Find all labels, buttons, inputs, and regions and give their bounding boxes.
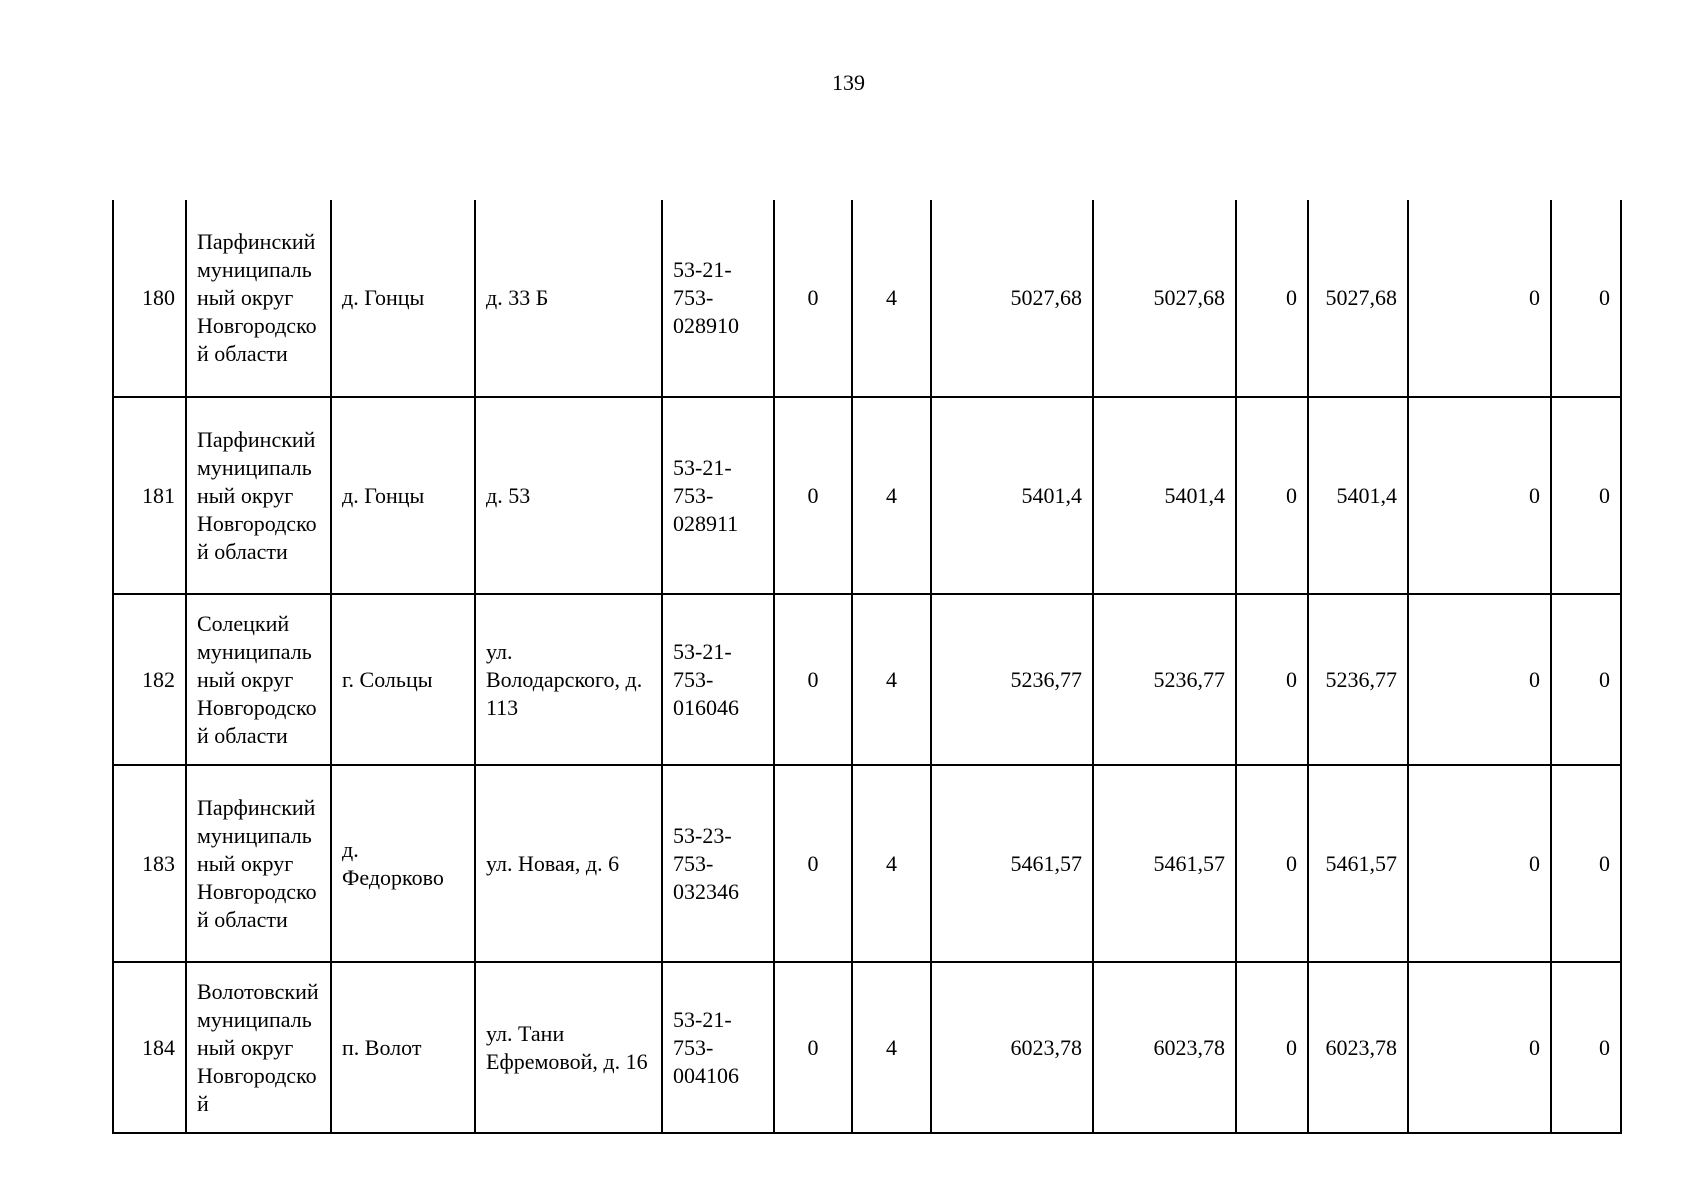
- value-cell: 0: [1408, 397, 1551, 594]
- data-table: [112, 200, 1622, 1134]
- address-cell: д. 33 Б: [475, 200, 662, 397]
- district-cell: Солецкий муниципальный округ Новгородской области: [186, 594, 331, 765]
- row-index: 181: [113, 397, 186, 594]
- value-cell: 5461,57: [931, 765, 1093, 962]
- code-cell: 53-21-753-028910: [662, 200, 774, 397]
- table-row: [113, 200, 1621, 397]
- locality-cell: г. Сольцы: [331, 594, 475, 765]
- address-cell: д. 53: [475, 397, 662, 594]
- locality-cell: д. Федорково: [331, 765, 475, 962]
- value-cell: 0: [1236, 765, 1308, 962]
- address-cell: ул. Новая, д. 6: [475, 765, 662, 962]
- value-cell: 0: [1408, 594, 1551, 765]
- value-cell: 6023,78: [1308, 962, 1408, 1133]
- value-cell: 0: [1551, 594, 1621, 765]
- district-cell: Волотовский муниципальный округ Новгородской: [186, 962, 331, 1133]
- value-cell: 4: [852, 397, 931, 594]
- value-cell: 5027,68: [1093, 200, 1236, 397]
- value-cell: 5401,4: [1093, 397, 1236, 594]
- value-cell: 5236,77: [1308, 594, 1408, 765]
- value-cell: 0: [1236, 962, 1308, 1133]
- row-index: 180: [113, 200, 186, 397]
- value-cell: 0: [1236, 397, 1308, 594]
- code-cell: 53-21-753-028911: [662, 397, 774, 594]
- table-row: [113, 397, 1621, 594]
- table-row: [113, 962, 1621, 1133]
- code-cell: 53-21-753-004106: [662, 962, 774, 1133]
- value-cell: 5236,77: [931, 594, 1093, 765]
- value-cell: 0: [774, 962, 852, 1133]
- value-cell: 0: [1408, 962, 1551, 1133]
- locality-cell: д. Гонцы: [331, 397, 475, 594]
- value-cell: 0: [1551, 962, 1621, 1133]
- value-cell: 0: [1408, 200, 1551, 397]
- value-cell: 5401,4: [1308, 397, 1408, 594]
- value-cell: 0: [1236, 200, 1308, 397]
- value-cell: 6023,78: [1093, 962, 1236, 1133]
- value-cell: 0: [1408, 765, 1551, 962]
- value-cell: 0: [774, 594, 852, 765]
- value-cell: 5401,4: [931, 397, 1093, 594]
- table-row: [113, 765, 1621, 962]
- value-cell: 5461,57: [1308, 765, 1408, 962]
- value-cell: 5027,68: [1308, 200, 1408, 397]
- value-cell: 4: [852, 962, 931, 1133]
- value-cell: 5027,68: [931, 200, 1093, 397]
- district-cell: Парфинский муниципальный округ Новгородской области: [186, 397, 331, 594]
- code-cell: 53-23-753-032346: [662, 765, 774, 962]
- address-cell: ул. Тани Ефремовой, д. 16: [475, 962, 662, 1133]
- value-cell: 4: [852, 594, 931, 765]
- value-cell: 5236,77: [1093, 594, 1236, 765]
- locality-cell: д. Гонцы: [331, 200, 475, 397]
- value-cell: 0: [1551, 765, 1621, 962]
- value-cell: 5461,57: [1093, 765, 1236, 962]
- value-cell: 0: [1551, 397, 1621, 594]
- row-index: 183: [113, 765, 186, 962]
- locality-cell: п. Волот: [331, 962, 475, 1133]
- district-cell: Парфинский муниципальный округ Новгородской области: [186, 200, 331, 397]
- row-index: 184: [113, 962, 186, 1133]
- address-cell: ул. Володарского, д. 113: [475, 594, 662, 765]
- page-number: 139: [832, 70, 865, 95]
- value-cell: 0: [774, 765, 852, 962]
- value-cell: 0: [774, 397, 852, 594]
- value-cell: 4: [852, 200, 931, 397]
- row-index: 182: [113, 594, 186, 765]
- value-cell: 6023,78: [931, 962, 1093, 1133]
- value-cell: 0: [1551, 200, 1621, 397]
- value-cell: 0: [1236, 594, 1308, 765]
- value-cell: 4: [852, 765, 931, 962]
- district-cell: Парфинский муниципальный округ Новгородской области: [186, 765, 331, 962]
- table-row: [113, 594, 1621, 765]
- value-cell: 0: [774, 200, 852, 397]
- code-cell: 53-21-753-016046: [662, 594, 774, 765]
